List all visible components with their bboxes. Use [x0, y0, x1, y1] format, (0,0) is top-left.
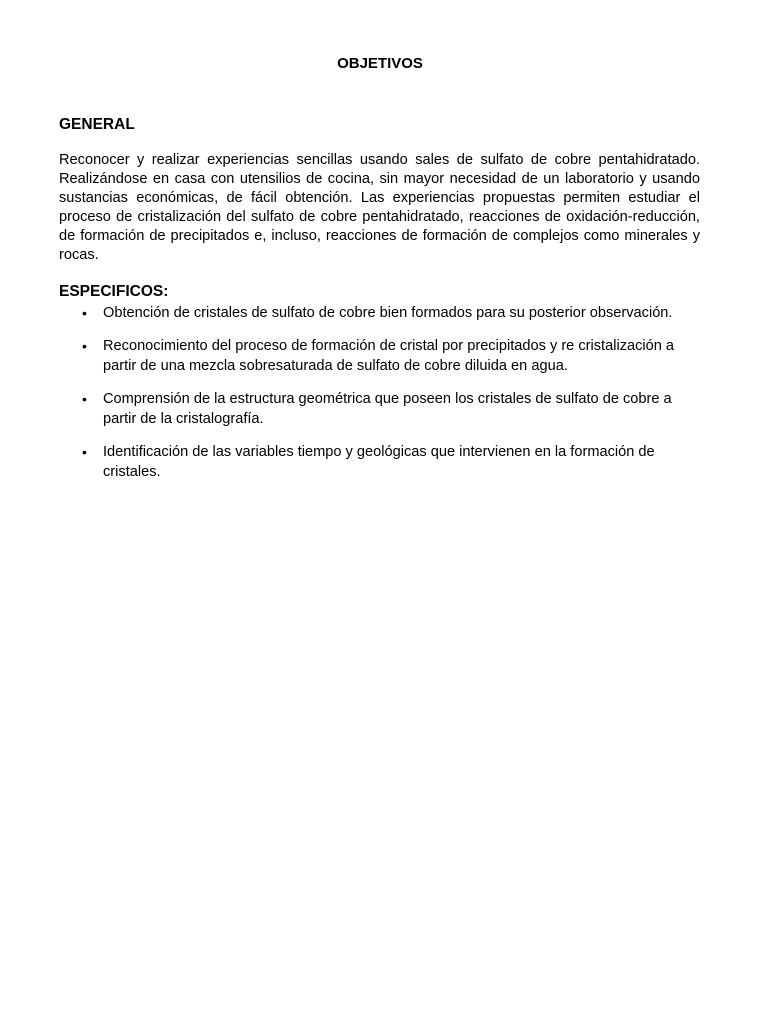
list-item: [82, 389, 703, 429]
list-item-text: Reconocimiento del proceso de formación de cristal por precipitados y re cristalización a partir de una mezcla sobresaturada de sulfato de cobre diluida en agua.: [103, 338, 675, 374]
document-title: OBJETIVOS: [337, 55, 423, 72]
list-item: [82, 442, 703, 482]
bullet-icon: •: [82, 444, 87, 460]
bullet-icon: •: [82, 338, 87, 354]
bullet-icon: •: [82, 391, 87, 407]
especificos-heading: ESPECIFICOS:: [59, 283, 169, 300]
list-item: [82, 336, 703, 376]
general-paragraph: Reconocer y realizar experiencias sencillas usando sales de sulfato de cobre pentahidratado. Realizándose en casa con utensilios de cocina, sin mayor necesidad de un laboratorio y usando sustancias económicas, de fácil obtención. Las experiencias propuestas permiten estudiar el proceso de cristalización del sulfato de cobre pentahidratado, reacciones de oxidación-reducción, de formación de precipitados e, incluso, reacciones de formación de complejos como minerales y rocas.: [59, 152, 700, 263]
specific-objectives-list: [0, 303, 703, 495]
list-item: [82, 303, 703, 323]
general-heading: GENERAL: [59, 116, 135, 133]
bullet-icon: •: [82, 305, 87, 321]
list-item-text: Obtención de cristales de sulfato de cobre bien formados para su posterior observación.: [103, 305, 673, 321]
list-item-text: Comprensión de la estructura geométrica que poseen los cristales de sulfato de cobre a partir de la cristalografía.: [103, 391, 672, 427]
list-item-text: Identificación de las variables tiempo y geológicas que intervienen en la formación de cristales.: [103, 444, 655, 480]
